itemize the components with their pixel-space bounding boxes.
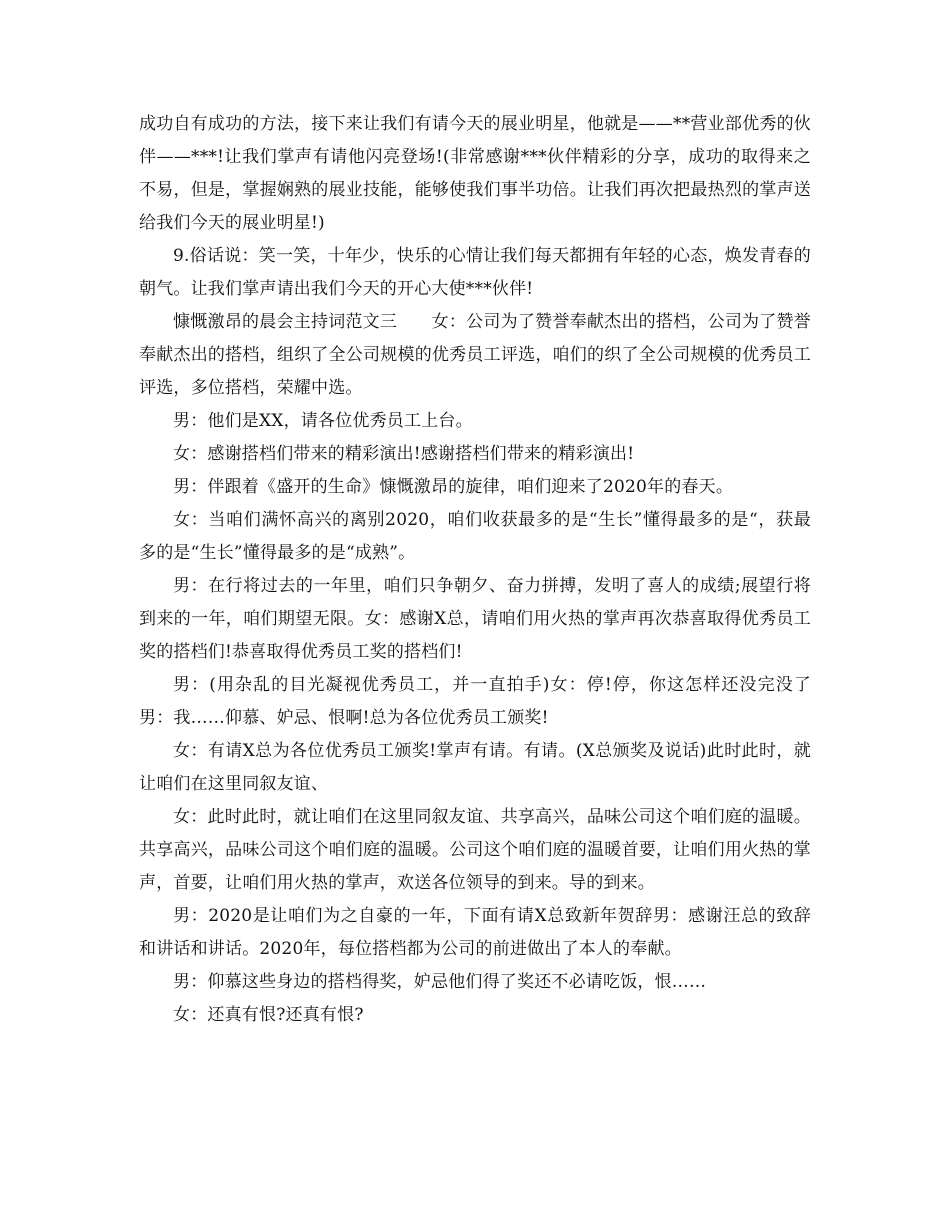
paragraph: 男：(用杂乱的目光凝视优秀员工，并一直拍手)女：停!停，你这怎样还没完没了男：我……仰慕、妒忌、恨啊!总为各位优秀员工颁奖! <box>139 675 811 728</box>
document-body <box>139 108 811 1032</box>
paragraph: 女：当咱们满怀高兴的离别2020，咱们收获最多的是“生长”懂得最多的是“，获最多的是“生长”懂得最多的是“成熟”。 <box>139 510 811 563</box>
paragraph: 女：此时此时，就让咱们在这里同叙友谊、共享高兴，品味公司这个咱们庭的温暖。共享高兴，品味公司这个咱们庭的温暖。公司这个咱们庭的温暖首要，让咱们用火热的掌声，首要，让咱们用火热的掌声，欢送各位领导的到来。导的到来。 <box>139 807 811 893</box>
paragraph: 9.俗话说：笑一笑，十年少，快乐的心情让我们每天都拥有年轻的心态，焕发青春的朝气。让我们掌声请出我们今天的开心大使***伙伴! <box>139 246 811 299</box>
paragraph: 男：在行将过去的一年里，咱们只争朝夕、奋力拼搏，发明了喜人的成绩;展望行将到来的一年，咱们期望无限。女：感谢X总，请咱们用火热的掌声再次恭喜取得优秀员工奖的搭档们!恭喜取得优秀员工奖的搭档们! <box>139 576 811 662</box>
paragraph: 男：伴跟着《盛开的生命》慷慨激昂的旋律，咱们迎来了2020年的春天。 <box>173 477 734 497</box>
paragraph: 男：2020是让咱们为之自豪的一年，下面有请X总致新年贺辞男：感谢汪总的致辞和讲话和讲话。2020年，每位搭档都为公司的前进做出了本人的奉献。 <box>139 906 811 959</box>
paragraph: 女：感谢搭档们带来的精彩演出!感谢搭档们带来的精彩演出! <box>173 444 635 464</box>
paragraph: 慷慨激昂的晨会主持词范文三 女：公司为了赞誉奉献杰出的搭档，公司为了赞誉奉献杰出的搭档，组织了全公司规模的优秀员工评选，咱们的织了全公司规模的优秀员工评选，多位搭档，荣耀中选。 <box>139 312 811 398</box>
paragraph: 男：仰慕这些身边的搭档得奖，妒忌他们得了奖还不必请吃饭，恨…… <box>173 972 707 992</box>
paragraph: 女：有请X总为各位优秀员工颁奖!掌声有请。有请。(X总颁奖及说话)此时此时，就让咱们在这里同叙友谊、 <box>139 741 811 794</box>
paragraph: 成功自有成功的方法，接下来让我们有请今天的展业明星，他就是——**营业部优秀的伙伴——***!让我们掌声有请他闪亮登场!(非常感谢***伙伴精彩的分享，成功的取得来之不易，但是，掌握娴熟的展业技能，能够使我们事半功倍。让我们再次把最热烈的掌声送给我们今天的展业明星!) <box>139 114 811 233</box>
paragraph: 男：他们是XX，请各位优秀员工上台。 <box>173 411 473 431</box>
paragraph: 女：还真有恨?还真有恨? <box>173 1005 364 1025</box>
